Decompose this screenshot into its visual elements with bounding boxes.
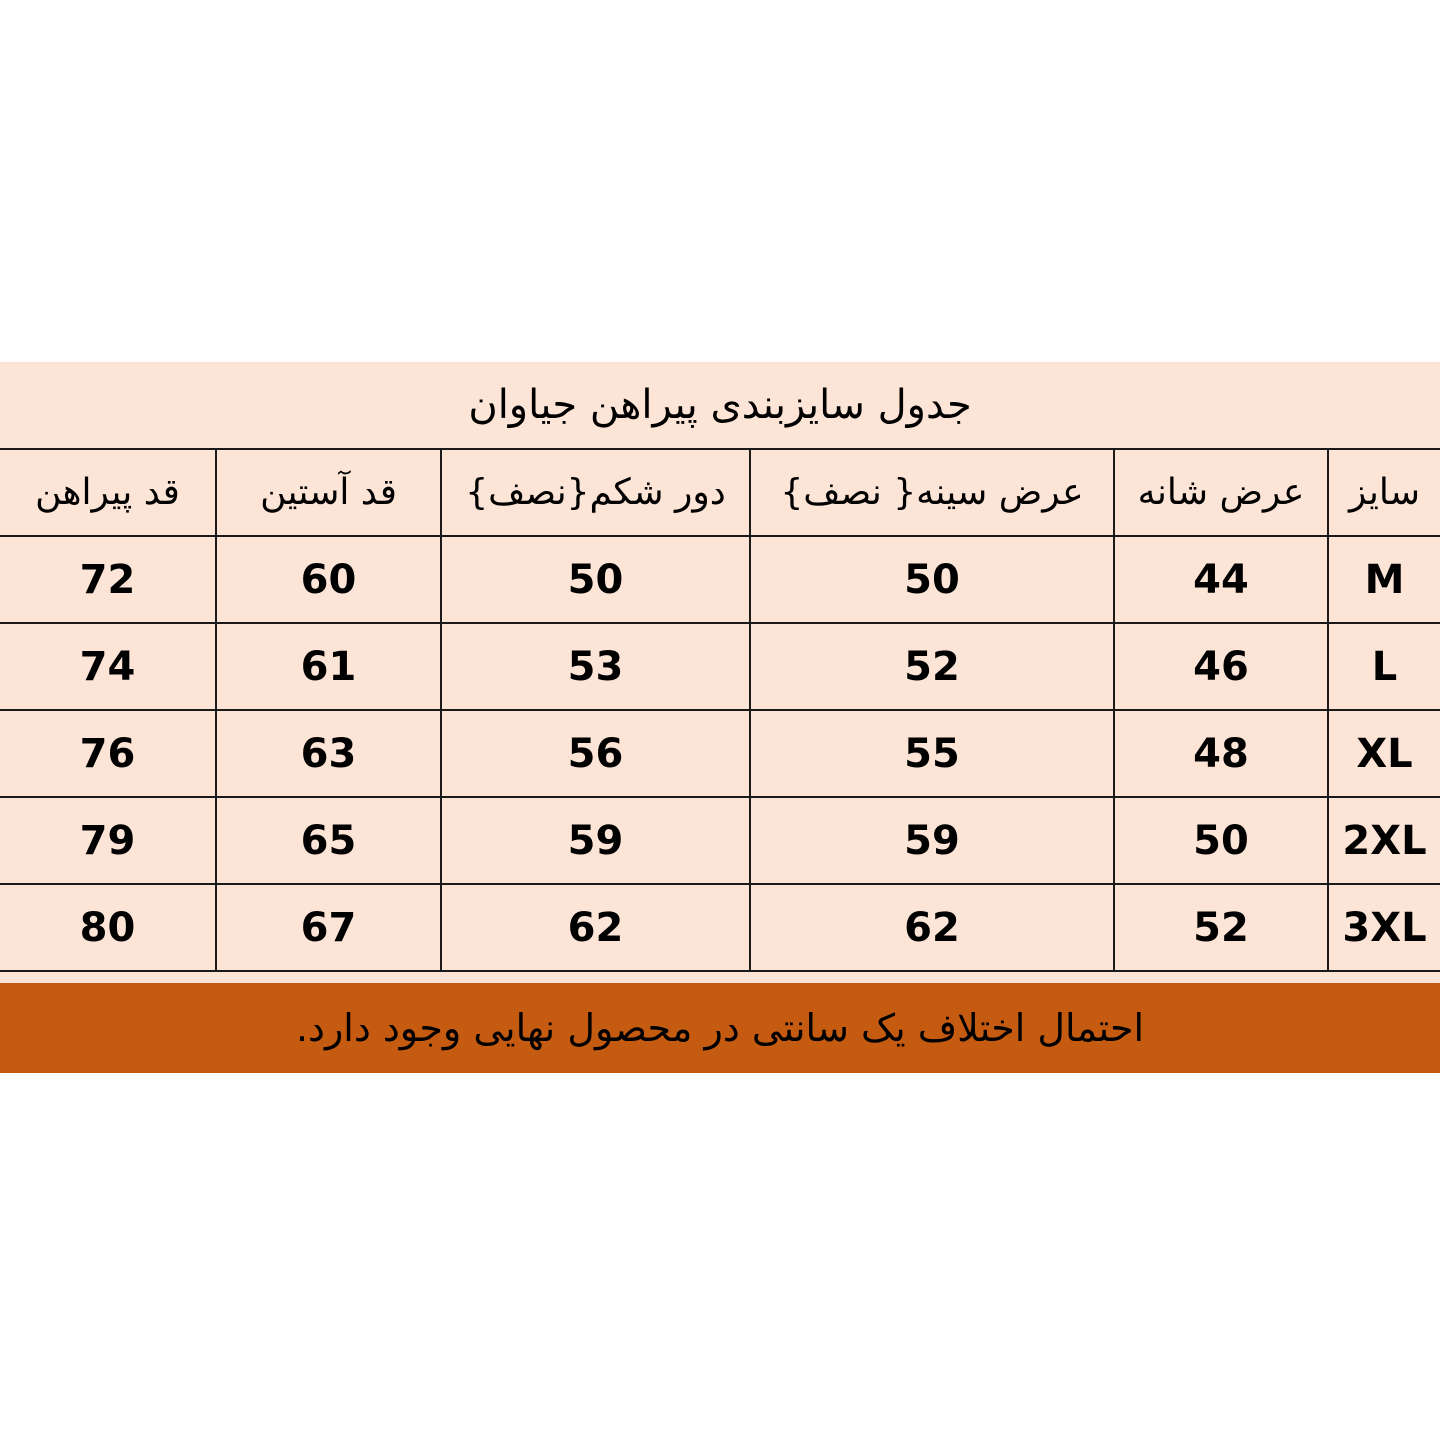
cell-shoulder-width: 46: [1114, 623, 1328, 710]
cell-waist: 62: [441, 884, 750, 971]
cell-size: L: [1328, 623, 1440, 710]
table-row: [0, 623, 1440, 710]
column-header-chest-width: عرض سینه{ نصف}: [750, 449, 1114, 536]
cell-sleeve-length: 61: [216, 623, 441, 710]
cell-chest-width: 59: [750, 797, 1114, 884]
cell-sleeve-length: 60: [216, 536, 441, 623]
cell-sleeve-length: 63: [216, 710, 441, 797]
cell-size: M: [1328, 536, 1440, 623]
column-header-shirt-length: قد پیراهن: [0, 449, 216, 536]
cell-shoulder-width: 52: [1114, 884, 1328, 971]
header-row: [0, 449, 1440, 536]
cell-waist: 50: [441, 536, 750, 623]
chart-title: جدول سایزبندی پیراهن جیاوان: [468, 382, 972, 428]
cell-shoulder-width: 50: [1114, 797, 1328, 884]
table-row: [0, 797, 1440, 884]
cell-chest-width: 52: [750, 623, 1114, 710]
cell-waist: 56: [441, 710, 750, 797]
cell-sleeve-length: 67: [216, 884, 441, 971]
cell-size: XL: [1328, 710, 1440, 797]
disclaimer-note: احتمال اختلاف یک سانتی در محصول نهایی وجود دارد.: [0, 983, 1440, 1073]
size-table: [0, 448, 1440, 972]
column-header-shoulder-width: عرض شانه: [1114, 449, 1328, 536]
cell-size: 3XL: [1328, 884, 1440, 971]
cell-shirt-length: 79: [0, 797, 216, 884]
cell-shirt-length: 74: [0, 623, 216, 710]
cell-waist: 59: [441, 797, 750, 884]
cell-shirt-length: 80: [0, 884, 216, 971]
cell-sleeve-length: 65: [216, 797, 441, 884]
column-header-waist: دور شکم{نصف}: [441, 449, 750, 536]
cell-shirt-length: 72: [0, 536, 216, 623]
cell-chest-width: 50: [750, 536, 1114, 623]
cell-waist: 53: [441, 623, 750, 710]
table-row: [0, 710, 1440, 797]
cell-shoulder-width: 44: [1114, 536, 1328, 623]
cell-shirt-length: 76: [0, 710, 216, 797]
column-header-size: سایز: [1328, 449, 1440, 536]
cell-shoulder-width: 48: [1114, 710, 1328, 797]
size-chart: [0, 362, 1440, 1073]
column-header-sleeve-length: قد آستین: [216, 449, 441, 536]
table-row: [0, 884, 1440, 971]
table-row: [0, 536, 1440, 623]
cell-size: 2XL: [1328, 797, 1440, 884]
cell-chest-width: 62: [750, 884, 1114, 971]
cell-chest-width: 55: [750, 710, 1114, 797]
